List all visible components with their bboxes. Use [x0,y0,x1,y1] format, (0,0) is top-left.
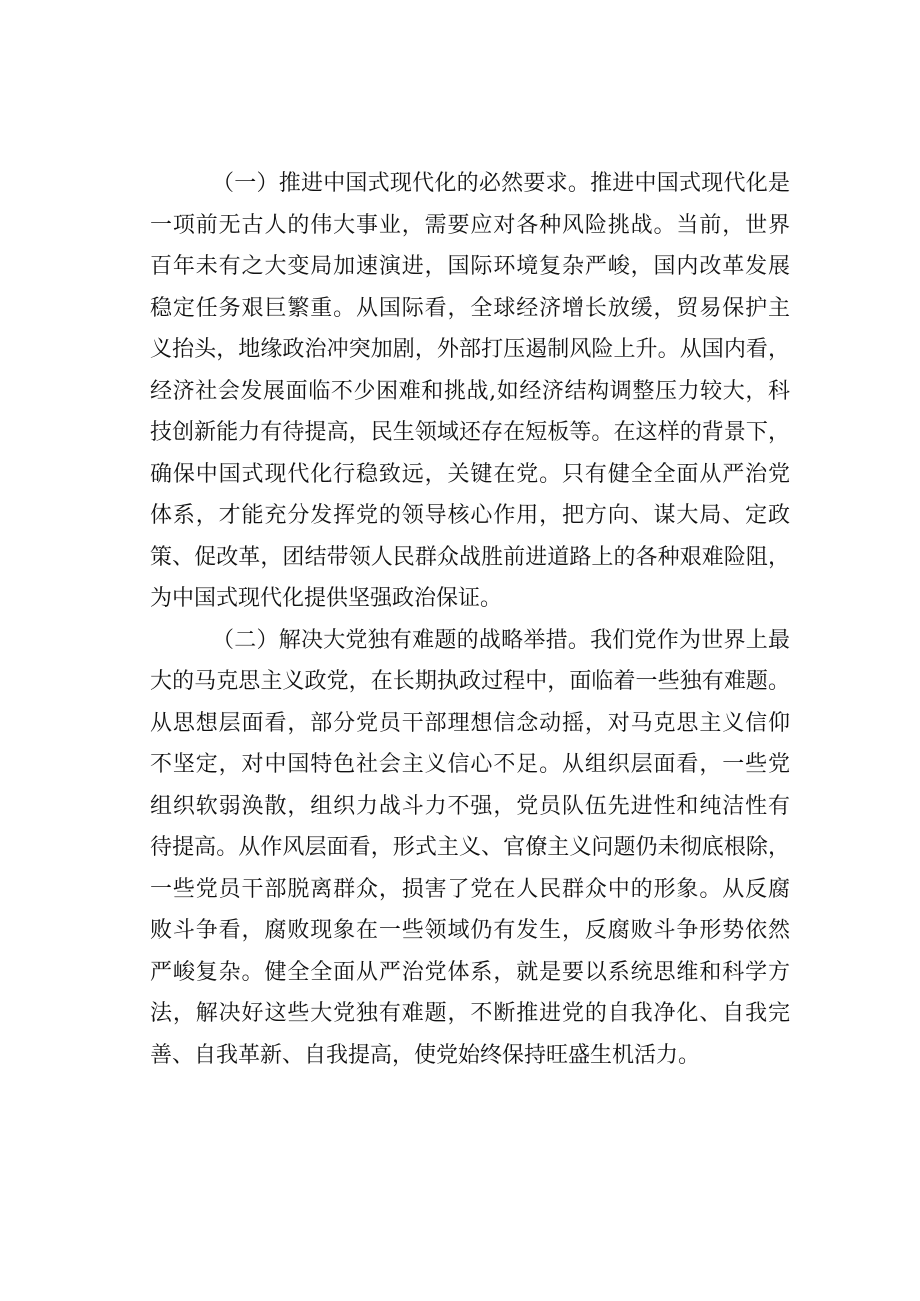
paragraph-line: 待提高。从作风层面看，形式主义、官僚主义问题仍未彻底根除， [150,835,790,860]
paragraph-line: 确保中国式现代化行稳致远，关键在党。只有健全全面从严治党 [150,461,790,487]
paragraph-line: 不坚定，对中国特色社会主义信心不足。从组织层面看，一些党 [150,752,790,777]
paragraph-line: （一）推进中国式现代化的必然要求。推进中国式现代化是 [212,171,790,196]
paragraph-2 [150,620,790,1077]
paragraph-1 [150,163,790,620]
paragraph-line: 稳定任务艰巨繁重。从国际看，全球经济增长放缓，贸易保护主 [150,295,790,321]
paragraph-line: 百年未有之大变局加速演进，国际环境复杂严峻，国内改革发展 [150,254,790,279]
paragraph-line: 一项前无古人的伟大事业，需要应对各种风险挑战。当前，世界 [150,212,790,238]
document-body [150,163,790,1076]
paragraph-line: 经济社会发展面临不少困难和挑战,如经济结构调整压力较大，科 [150,378,790,404]
paragraph-line: 策、促改革，团结带领人民群众战胜前进道路上的各种艰难险阻， [150,544,790,570]
paragraph-line: 善、自我革新、自我提高，使党始终保持旺盛生机活力。 [150,1042,701,1068]
paragraph-line: 体系，才能充分发挥党的领导核心作用，把方向、谋大局、定政 [150,503,790,528]
paragraph-line: 从思想层面看，部分党员干部理想信念动摇，对马克思主义信仰 [150,710,790,736]
paragraph-line: 为中国式现代化提供坚强政治保证。 [150,586,503,611]
paragraph-line: 败斗争看，腐败现象在一些领域仍有发生，反腐败斗争形势依然 [150,918,790,943]
paragraph-line: 法，解决好这些大党独有难题，不断推进党的自我净化、自我完 [150,1001,790,1026]
paragraph-line: 技创新能力有待提高，民生领域还存在短板等。在这样的背景下， [150,420,790,445]
paragraph-line: 组织软弱涣散，组织力战斗力不强，党员队伍先进性和纯洁性有 [150,793,790,819]
paragraph-line: 严峻复杂。健全全面从严治党体系，就是要以系统思维和科学方 [150,959,790,985]
paragraph-line: （二）解决大党独有难题的战略举措。我们党作为世界上最 [212,627,790,653]
paragraph-line: 大的马克思主义政党，在长期执政过程中，面临着一些独有难题。 [150,669,790,694]
paragraph-line: 一些党员干部脱离群众，损害了党在人民群众中的形象。从反腐 [150,876,790,902]
paragraph-line: 义抬头，地缘政治冲突加剧，外部打压遏制风险上升。从国内看， [150,337,790,362]
